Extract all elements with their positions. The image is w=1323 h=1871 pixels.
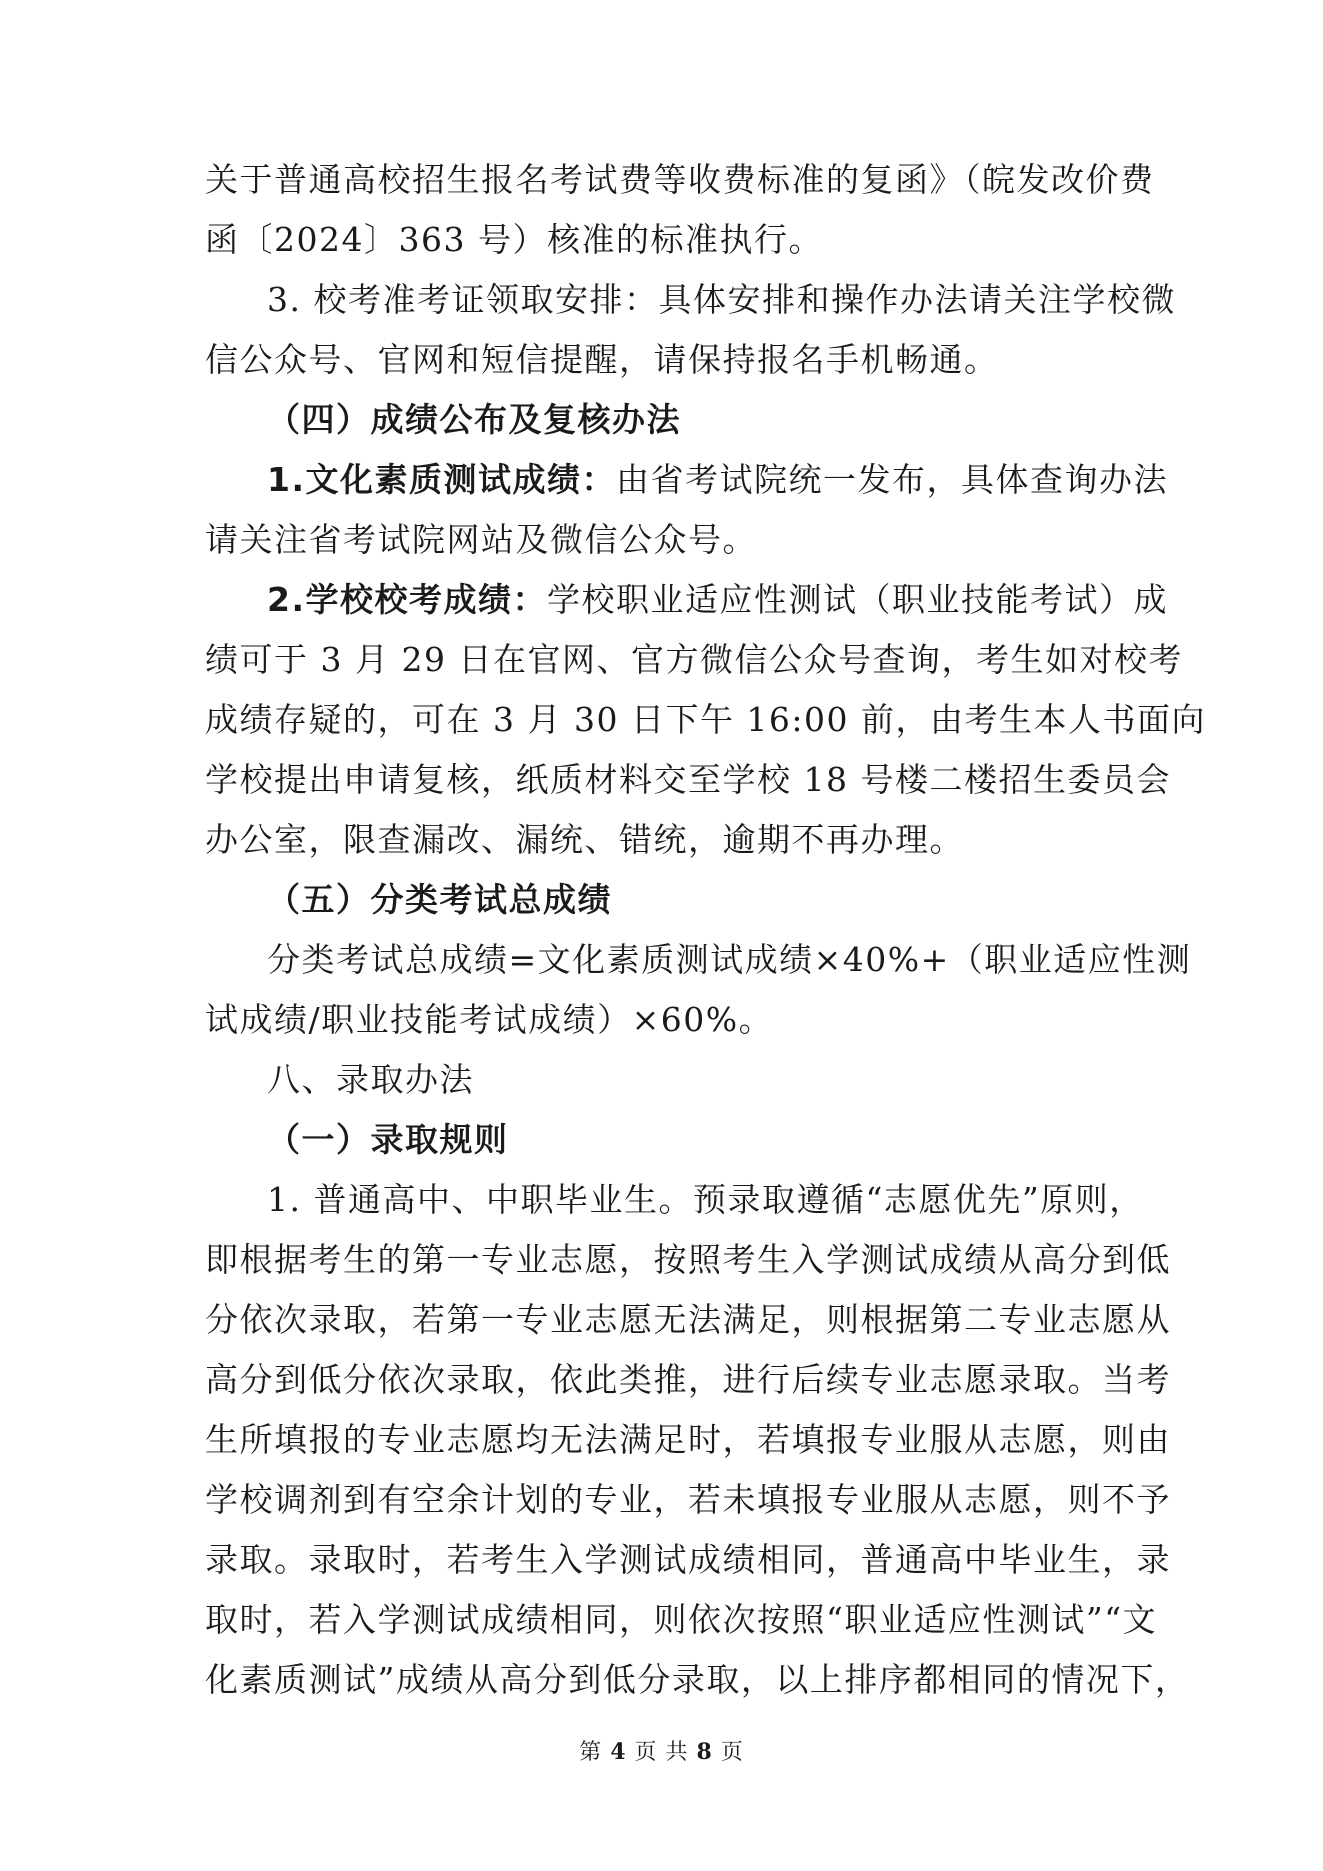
text-line: 信公众号、官网和短信提醒，请保持报名手机畅通。: [205, 340, 999, 379]
text-line: 生所填报的专业志愿均无法满足时，若填报专业服从志愿，则由: [205, 1420, 1171, 1459]
text-line: 化素质测试”成绩从高分到低分录取，以上排序都相同的情况下，: [205, 1660, 1190, 1699]
text-line: 取时，若入学测试成绩相同，则依次按照“职业适应性测试”“文: [205, 1600, 1158, 1639]
current-page-number: 4: [610, 1739, 627, 1765]
document-body: [205, 150, 1207, 1710]
text-line: 学校调剂到有空余计划的专业，若未填报专业服从志愿，则不予: [205, 1480, 1171, 1519]
text-line: 学校提出申请复核，纸质材料交至学校 18 号楼二楼招生委员会: [205, 760, 1171, 799]
text-line: 分类考试总成绩=文化素质测试成绩×40%+（职业适应性测: [267, 940, 1192, 979]
footer-suffix: 页: [720, 1740, 744, 1765]
text-line: 试成绩/职业技能考试成绩）×60%。: [205, 1000, 774, 1039]
text-line: 办公室，限查漏改、漏统、错统，逾期不再办理。: [205, 820, 964, 859]
text-line: 函〔2024〕363 号）核准的标准执行。: [205, 220, 823, 259]
text-line: 高分到低分依次录取，依此类推，进行后续专业志愿录取。当考: [205, 1360, 1171, 1399]
footer-middle: 页 共: [634, 1740, 689, 1765]
chapter-heading: 八、录取办法: [267, 1060, 474, 1099]
text-line: 2.学校校考成绩：学校职业适应性测试（职业技能考试）成: [267, 580, 1168, 619]
text-line: 分依次录取，若第一专业志愿无法满足，则根据第二专业志愿从: [205, 1300, 1171, 1339]
text-line: 即根据考生的第一专业志愿，按照考生入学测试成绩从高分到低: [205, 1240, 1171, 1279]
text-line: 请关注省考试院网站及微信公众号。: [205, 520, 757, 559]
inline-heading: 1.文化素质测试成绩：: [267, 460, 616, 499]
text-line: 1. 普通高中、中职毕业生。预录取遵循“志愿优先”原则，: [267, 1180, 1144, 1219]
total-page-number: 8: [696, 1739, 713, 1765]
text-line: 成绩存疑的，可在 3 月 30 日下午 16:00 前，由考生本人书面向: [205, 700, 1207, 739]
section-heading: （一）录取规则: [267, 1120, 509, 1159]
text-line: 3. 校考准考证领取安排：具体安排和操作办法请关注学校微: [267, 280, 1176, 319]
page-footer: [0, 1735, 1323, 1766]
text-line: 绩可于 3 月 29 日在官网、官方微信公众号查询，考生如对校考: [205, 640, 1183, 679]
footer-prefix: 第: [579, 1740, 603, 1765]
text-line: 1.文化素质测试成绩：由省考试院统一发布，具体查询办法: [267, 460, 1168, 499]
section-heading: （五）分类考试总成绩: [267, 880, 612, 919]
text-line: 关于普通高校招生报名考试费等收费标准的复函》（皖发改价费: [205, 160, 1155, 199]
text-line: 录取。录取时，若考生入学测试成绩相同，普通高中毕业生，录: [205, 1540, 1171, 1579]
section-heading: （四）成绩公布及复核办法: [267, 400, 681, 439]
inline-heading: 2.学校校考成绩：: [267, 580, 547, 619]
